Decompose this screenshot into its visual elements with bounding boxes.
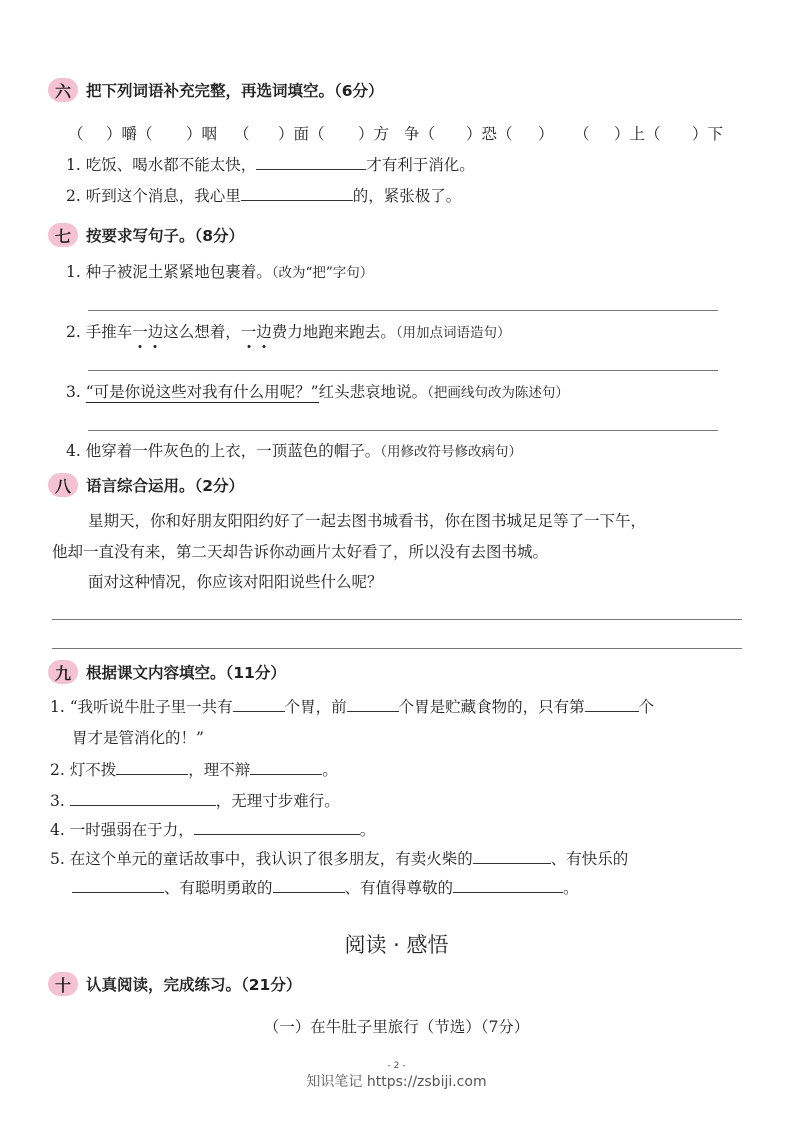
section-7-number: 七 <box>48 223 78 247</box>
idiom-fragment: ）上（ <box>614 125 661 143</box>
answer-blank[interactable] <box>453 878 563 893</box>
idiom-fragment: ）方 <box>358 125 390 143</box>
section-10-title: 认真阅读，完成练习。（21分） <box>86 976 302 994</box>
section-6-number: 六 <box>48 78 78 102</box>
idiom-fragment: ）恐（ <box>466 125 513 143</box>
s9-question-1-cont: 胃才是管消化的！” <box>72 729 204 747</box>
underlined-sentence: “可是你说这些对我有什么用呢？” <box>85 383 319 401</box>
s9-question-5-cont: 、有聪明勇敢的 、有值得尊敬的 。 <box>72 876 579 898</box>
answer-blank[interactable] <box>273 878 345 893</box>
answer-line[interactable] <box>88 430 718 431</box>
page-number: - 2 - <box>387 1061 406 1071</box>
answer-blank[interactable] <box>116 760 188 775</box>
s8-paragraph-line: 星期天，你和好朋友阳阳约好了一起去图书城看书，你在图书城足足等了一下午， <box>88 512 647 530</box>
s6-question-1: 1. 吃饭、喝水都不能太快， 才有利于消化。 <box>66 156 475 174</box>
idiom-fragment: ）咽 <box>186 125 218 143</box>
section-8-title: 语言综合运用。（2分） <box>86 477 245 495</box>
answer-blank[interactable] <box>250 760 322 775</box>
passage-title: （一）在牛肚子里旅行（节选）（7分） <box>263 1018 530 1036</box>
answer-line[interactable] <box>52 619 742 620</box>
idiom-fragment: ） <box>538 125 554 143</box>
s6-question-2: 2. 听到这个消息，我心里 的，紧张极了。 <box>66 187 462 205</box>
answer-blank[interactable] <box>585 697 639 712</box>
answer-blank[interactable] <box>473 849 551 864</box>
answer-blank[interactable] <box>241 186 353 201</box>
answer-blank[interactable] <box>233 697 285 712</box>
section-9-title: 根据课文内容填空。（11分） <box>86 664 286 682</box>
s7-question-2: 2. 手推车一边这么想着，一边费力地跑来跑去。（用加点词语造句） <box>66 323 511 341</box>
s9-question-2: 2. 灯不拨 ，理不辩 。 <box>50 761 338 779</box>
section-10-number: 十 <box>48 972 78 996</box>
answer-blank[interactable] <box>194 820 360 835</box>
section-6-title: 把下列词语补充完整，再选词填空。（6分） <box>86 82 384 100</box>
answer-blank[interactable] <box>70 791 216 806</box>
s7-question-3: 3. “可是你说这些对我有什么用呢？”红头悲哀地说。（把画线句改为陈述句） <box>66 383 569 401</box>
idiom-fragment: （ <box>68 125 84 143</box>
section-7-title: 按要求写句子。（8分） <box>86 227 245 245</box>
answer-blank[interactable] <box>72 878 164 893</box>
idiom-fragment: ）面（ <box>278 125 325 143</box>
answer-line[interactable] <box>88 370 718 371</box>
answer-blank[interactable] <box>347 697 399 712</box>
section-8-header <box>48 472 244 498</box>
section-9-number: 九 <box>48 660 78 684</box>
s9-question-5: 5. 在这个单元的童话故事中，我认识了很多朋友，有卖火柴的 、有快乐的 <box>50 850 629 868</box>
answer-line[interactable] <box>88 310 718 311</box>
section-7-header <box>48 222 244 248</box>
s8-paragraph-line: 他却一直没有来，第二天却告诉你动画片太好看了，所以没有去图书城。 <box>52 543 549 561</box>
section-6-header <box>48 77 384 103</box>
idiom-fragment: ）下 <box>692 125 724 143</box>
s9-question-3: 3. ，无理寸步难行。 <box>50 792 340 810</box>
s9-question-1: 1. “我听说牛肚子里一共有 个胃，前 个胃是贮藏食物的，只有第 个 <box>50 698 655 716</box>
idiom-fragment: ）嚼（ <box>106 125 153 143</box>
idiom-fragment: 争（ <box>404 125 436 143</box>
section-10-header <box>48 971 301 997</box>
s9-question-4: 4. 一时强弱在于力， 。 <box>50 821 376 839</box>
s8-prompt: 面对这种情况，你应该对阳阳说些什么呢？ <box>88 573 383 591</box>
s7-question-1: 1. 种子被泥土紧紧地包裹着。（改为“把”字句） <box>66 263 374 281</box>
idiom-row <box>68 122 728 144</box>
answer-blank[interactable] <box>256 155 366 170</box>
answer-line[interactable] <box>52 648 742 649</box>
s7-question-4: 4. 他穿着一件灰色的上衣，一顶蓝色的帽子。（用修改符号修改病句） <box>66 442 522 460</box>
idiom-fragment: （ <box>574 125 590 143</box>
watermark-url: 知识笔记 https://zsbiji.com <box>306 1074 487 1090</box>
reading-section-title: 阅读 · 感悟 <box>344 933 449 957</box>
section-9-header <box>48 659 286 685</box>
section-8-number: 八 <box>48 473 78 497</box>
idiom-fragment: （ <box>234 125 250 143</box>
